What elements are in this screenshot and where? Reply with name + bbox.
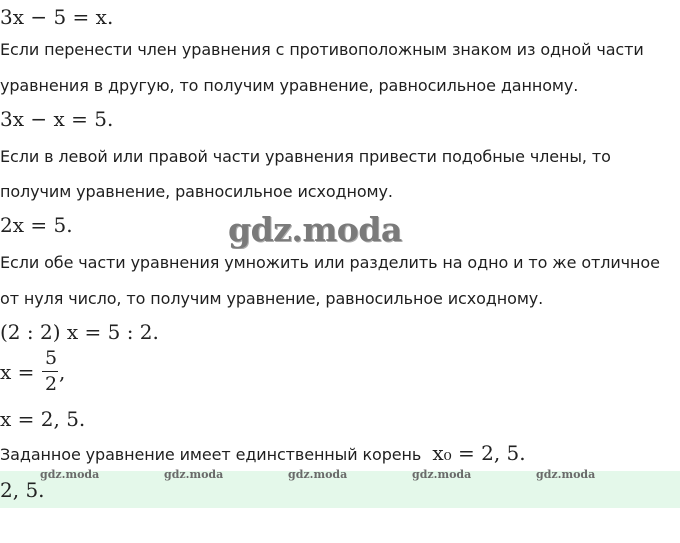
rule-text-2-cont: получим уравнение, равносильное исходному.: [0, 182, 393, 201]
rule-text-2: Если в левой или правой части уравнения привести подобные члены, то: [0, 147, 611, 166]
equation-4: (2 : 2) x = 5 : 2.: [0, 320, 159, 344]
equation-1: 3x − 5 = x.: [0, 5, 114, 29]
conclusion-line: [0, 441, 526, 465]
watermark-small: gdz.moda: [164, 468, 224, 481]
rule-text-1: Если перенести член уравнения с противоположным знаком из одной части: [0, 40, 644, 59]
watermark-small: gdz.moda: [288, 468, 348, 481]
rule-text-1-cont: уравнения в другую, то получим уравнение, равносильное данному.: [0, 76, 579, 95]
conclusion-text: Заданное уравнение имеет единственный корень: [0, 445, 422, 464]
equation-5-comma: ,: [59, 360, 66, 384]
rule-text-3: Если обе части уравнения умножить или разделить на одно и то же отличное: [0, 253, 660, 272]
conclusion-root: x₀ = 2, 5.: [432, 441, 526, 465]
watermark-small: gdz.moda: [536, 468, 596, 481]
rule-text-3-cont: от нуля число, то получим уравнение, равносильное исходному.: [0, 289, 544, 308]
watermark-logo: gdz.moda: [228, 210, 402, 249]
answer-value: 2, 5.: [0, 478, 45, 502]
fraction-numerator: 5: [45, 347, 58, 369]
equation-2: 3x − x = 5.: [0, 107, 114, 131]
watermark-small: gdz.moda: [40, 468, 100, 481]
equation-6: x = 2, 5.: [0, 407, 86, 431]
equation-3: 2x = 5.: [0, 213, 73, 237]
equation-5-lhs: x =: [0, 360, 35, 384]
watermark-small: gdz.moda: [412, 468, 472, 481]
fraction-denominator: 2: [45, 373, 58, 395]
